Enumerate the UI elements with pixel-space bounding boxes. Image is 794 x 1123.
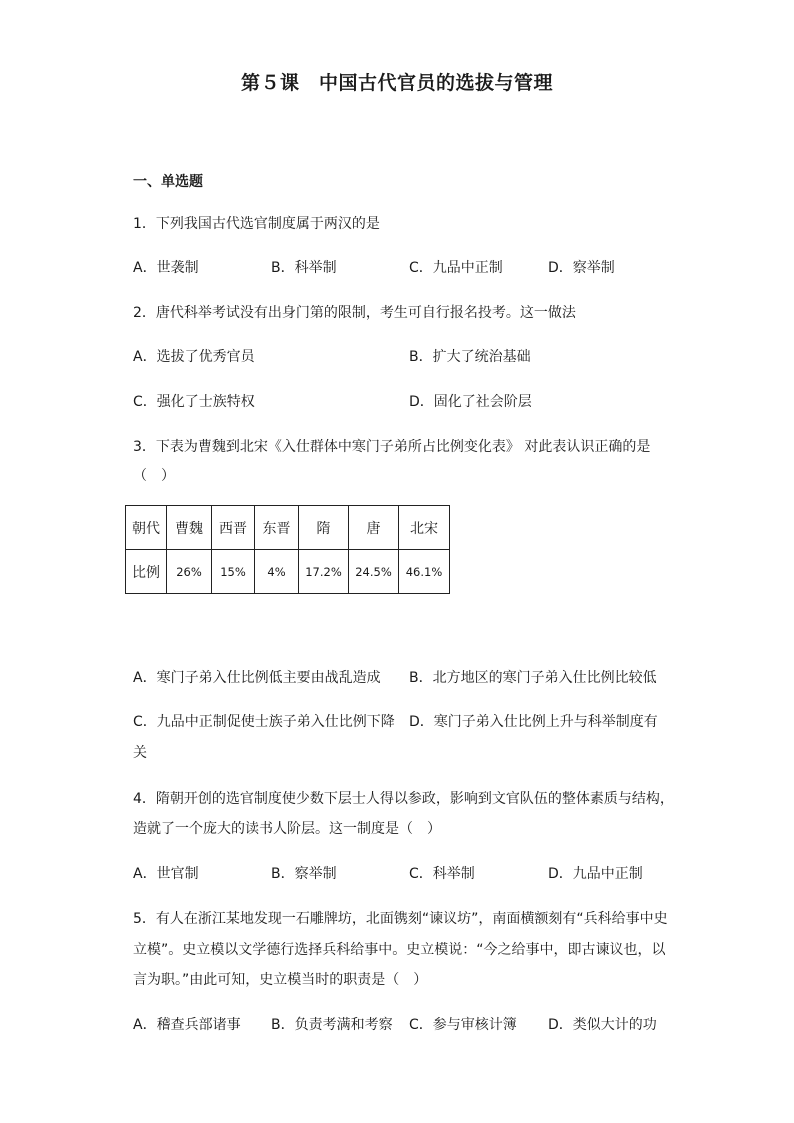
question-3-option-b: B．北方地区的寒门子弟入仕比例比较低: [409, 670, 657, 686]
question-1-option-a: A．世袭制: [133, 260, 199, 276]
question-3-option-a: A．寒门子弟入仕比例低主要由战乱造成: [133, 670, 381, 686]
question-3-option-d-continued: 关: [133, 745, 147, 761]
table-header-cell: 曹魏: [167, 506, 212, 550]
question-3-option-d: D．寒门子弟入仕比例上升与科举制度有: [409, 714, 658, 730]
table-header-cell: 东晋: [255, 506, 299, 550]
table-header-cell: 北宋: [399, 506, 450, 550]
question-3-stem-line-2: （ ）: [133, 468, 175, 484]
question-5-option-a: A．稽查兵部诸事: [133, 1017, 241, 1033]
page-title: 第５课 中国古代官员的选拔与管理: [240, 72, 553, 94]
table-cell: 17.2%: [299, 550, 349, 594]
ratio-table: [125, 505, 450, 594]
question-2-stem: 2．唐代科举考试没有出身门第的限制，考生可自行报名投考。这一做法: [133, 305, 576, 321]
question-5-stem-line-2: 立模”。史立模以文学德行选择兵科给事中。史立模说：“今之给事中，即古谏议也，以: [133, 942, 666, 958]
question-4-stem-line-2: 造就了一个庞大的读书人阶层。这一制度是（ ）: [133, 821, 441, 837]
question-1-option-c: C．九品中正制: [409, 260, 503, 276]
table-cell: 15%: [212, 550, 255, 594]
question-2-option-c: C．强化了士族特权: [133, 394, 255, 410]
table-header-cell: 隋: [299, 506, 349, 550]
table-row: [126, 550, 450, 594]
table-header-cell: 唐: [349, 506, 399, 550]
question-5-option-d: D．类似大计的功: [548, 1017, 657, 1033]
question-4-option-d: D．九品中正制: [548, 866, 643, 882]
question-1-stem: 1．下列我国古代选官制度属于两汉的是: [133, 216, 380, 232]
question-3-option-c: C．九品中正制促使士族子弟入仕比例下降: [133, 714, 395, 730]
question-4-stem-line-1: 4．隋朝开创的选官制度使少数下层士人得以参政，影响到文官队伍的整体素质与结构，: [133, 791, 674, 807]
question-2-option-b: B．扩大了统治基础: [409, 349, 531, 365]
question-5-option-c: C．参与审核计簿: [409, 1017, 517, 1033]
table-row: [126, 506, 450, 550]
question-1-option-b: B．科举制: [271, 260, 337, 276]
table-header-cell: 朝代: [126, 506, 167, 550]
table-cell: 24.5%: [349, 550, 399, 594]
section-heading: 一、单选题: [133, 174, 203, 190]
question-2-option-a: A．选拔了优秀官员: [133, 349, 255, 365]
question-2-option-d: D．固化了社会阶层: [409, 394, 532, 410]
table-cell: 比例: [126, 550, 167, 594]
question-4-option-c: C．科举制: [409, 866, 475, 882]
question-5-stem-line-3: 言为职。”由此可知，史立模当时的职责是（ ）: [133, 972, 428, 988]
question-4-option-a: A．世官制: [133, 866, 199, 882]
question-3-stem-line-1: 3．下表为曹魏到北宋《入仕群体中寒门子弟所占比例变化表》 对此表认识正确的是: [133, 439, 651, 455]
table-cell: 26%: [167, 550, 212, 594]
question-5-stem-line-1: 5．有人在浙江某地发现一石雕牌坊，北面镌刻“谏议坊”，南面横额刻有“兵科给事中史: [133, 911, 668, 927]
table-header-cell: 西晋: [212, 506, 255, 550]
question-4-option-b: B．察举制: [271, 866, 337, 882]
question-1-option-d: D．察举制: [548, 260, 615, 276]
table-cell: 4%: [255, 550, 299, 594]
question-5-option-b: B．负责考满和考察: [271, 1017, 393, 1033]
table-cell: 46.1%: [399, 550, 450, 594]
